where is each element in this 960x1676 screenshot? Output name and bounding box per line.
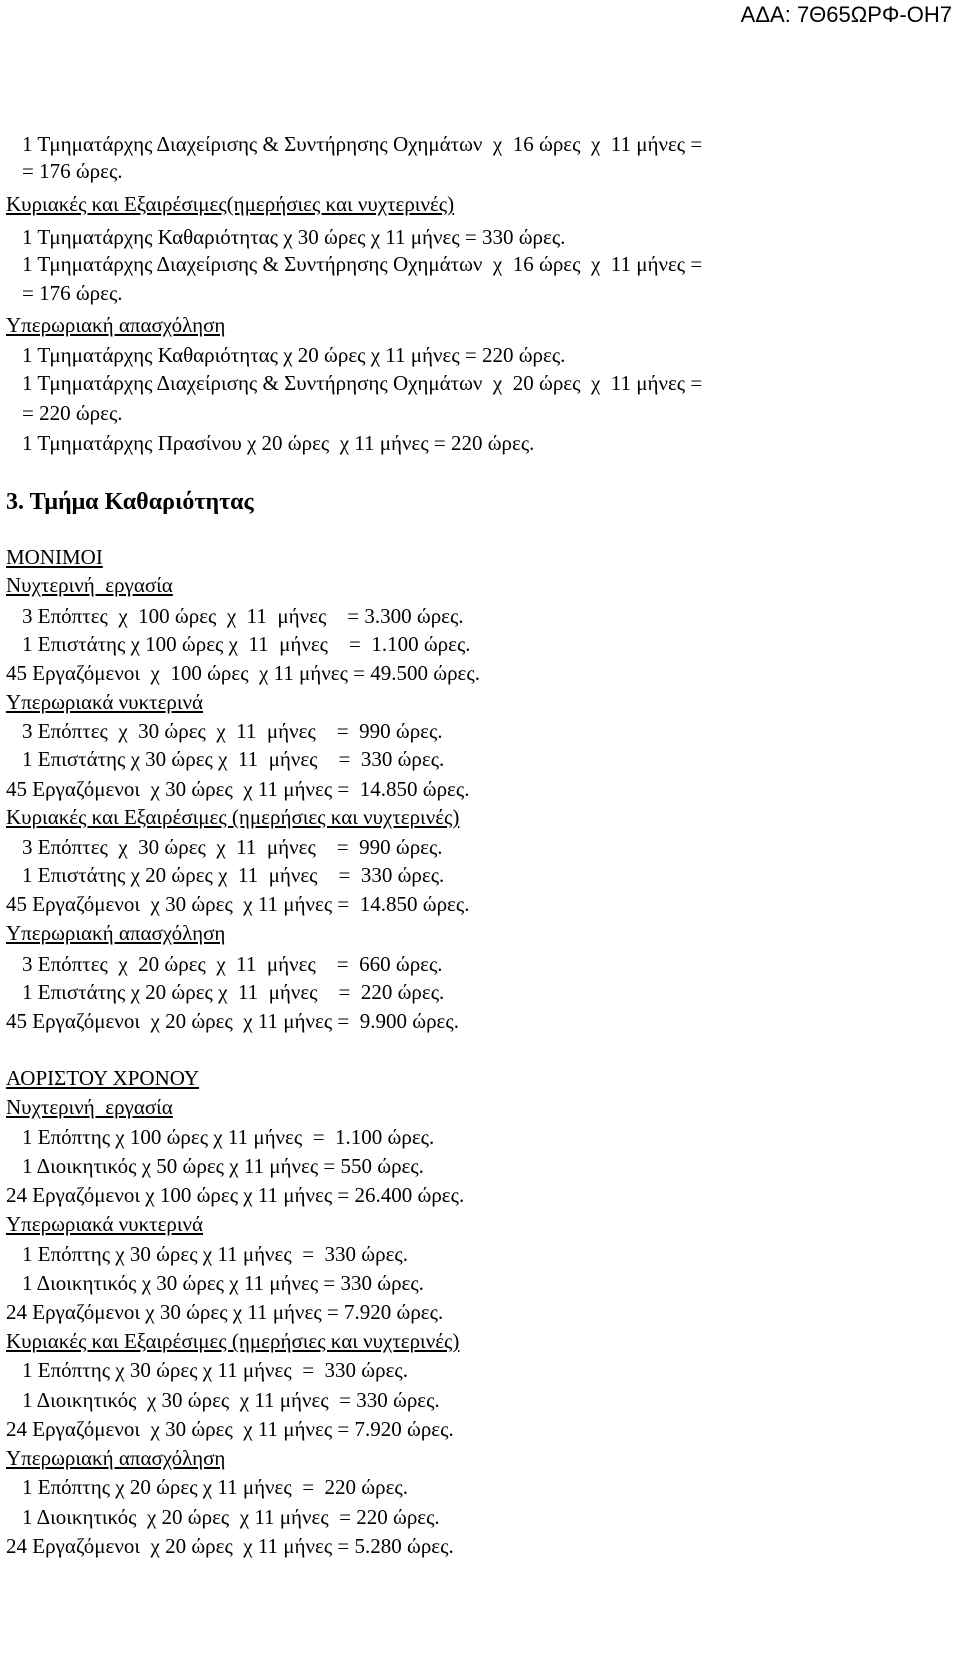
text-line: 24 Εργαζόμενοι χ 100 ώρες χ 11 μήνες = 26.400 ώρες.	[6, 1183, 465, 1207]
subheading: Κυριακές και Εξαιρέσιμες(ημερήσιες και νυχτερινές)	[6, 192, 455, 216]
text-line: 1 Τμηματάρχης Καθαριότητας χ 30 ώρες χ 11 μήνες = 330 ώρες.	[22, 225, 566, 249]
text-line: 1 Επιστάτης χ 30 ώρες χ 11 μήνες = 330 ώρες.	[22, 747, 445, 771]
text-line: 45 Εργαζόμενοι χ 30 ώρες χ 11 μήνες = 14.850 ώρες.	[6, 777, 470, 801]
text-line: 1 Διοικητικός χ 20 ώρες χ 11 μήνες = 220 ώρες.	[22, 1505, 440, 1529]
text-line: 1 Επόπτης χ 30 ώρες χ 11 μήνες = 330 ώρες.	[22, 1358, 408, 1382]
subheading: Κυριακές και Εξαιρέσιμες (ημερήσιες και νυχτερινές)	[6, 1329, 460, 1353]
text-line: 3 Επόπτες χ 20 ώρες χ 11 μήνες = 660 ώρες.	[22, 952, 443, 976]
text-line: 1 Τμηματάρχης Διαχείρισης & Συντήρησης Οχημάτων χ 20 ώρες χ 11 μήνες =	[22, 371, 703, 395]
text-line: 3 Επόπτες χ 100 ώρες χ 11 μήνες = 3.300 ώρες.	[22, 604, 464, 628]
ada-code: ΑΔΑ: 7Θ65ΩΡΦ-ΟΗ7	[740, 2, 952, 27]
subheading: Υπερωριακά νυκτερινά	[6, 1212, 204, 1236]
subheading: ΑΟΡΙΣΤΟΥ ΧΡΟΝΟΥ	[6, 1066, 200, 1090]
text-line: 45 Εργαζόμενοι χ 20 ώρες χ 11 μήνες = 9.900 ώρες.	[6, 1009, 459, 1033]
text-line: 1 Επόπτης χ 20 ώρες χ 11 μήνες = 220 ώρες.	[22, 1475, 408, 1499]
text-line: 1 Επιστάτης χ 20 ώρες χ 11 μήνες = 220 ώρες.	[22, 980, 445, 1004]
subheading: Υπερωριακή απασχόληση	[6, 921, 226, 945]
text-line: 1 Τμηματάρχης Διαχείρισης & Συντήρησης Οχημάτων χ 16 ώρες χ 11 μήνες =	[22, 252, 703, 276]
text-line: 24 Εργαζόμενοι χ 30 ώρες χ 11 μήνες = 7.920 ώρες.	[6, 1300, 444, 1324]
text-line: 24 Εργαζόμενοι χ 20 ώρες χ 11 μήνες = 5.280 ώρες.	[6, 1534, 454, 1558]
subheading: Υπερωριακά νυκτερινά	[6, 690, 204, 714]
text-line: 45 Εργαζόμενοι χ 100 ώρες χ 11 μήνες = 49.500 ώρες.	[6, 661, 480, 685]
subheading: Νυχτερινή εργασία	[6, 573, 173, 597]
text-line: 1 Διοικητικός χ 30 ώρες χ 11 μήνες = 330 ώρες.	[22, 1271, 424, 1295]
text-line: 24 Εργαζόμενοι χ 30 ώρες χ 11 μήνες = 7.920 ώρες.	[6, 1417, 454, 1441]
text-line: = 176 ώρες.	[22, 159, 123, 183]
section-title: 3. Τμήμα Καθαριότητας	[6, 489, 254, 515]
text-line: = 220 ώρες.	[22, 401, 123, 425]
text-line: 3 Επόπτες χ 30 ώρες χ 11 μήνες = 990 ώρες.	[22, 719, 443, 743]
subheading: Υπερωριακή απασχόληση	[6, 1446, 226, 1470]
text-line: 1 Επόπτης χ 100 ώρες χ 11 μήνες = 1.100 ώρες.	[22, 1125, 435, 1149]
text-line: 3 Επόπτες χ 30 ώρες χ 11 μήνες = 990 ώρες.	[22, 835, 443, 859]
subheading: ΜΟΝΙΜΟΙ	[6, 545, 103, 569]
subheading: Νυχτερινή εργασία	[6, 1095, 173, 1119]
text-line: 1 Διοικητικός χ 30 ώρες χ 11 μήνες = 330 ώρες.	[22, 1388, 440, 1412]
subheading: Υπερωριακή απασχόληση	[6, 313, 226, 337]
text-line: 45 Εργαζόμενοι χ 30 ώρες χ 11 μήνες = 14.850 ώρες.	[6, 892, 470, 916]
text-line: 1 Τμηματάρχης Καθαριότητας χ 20 ώρες χ 11 μήνες = 220 ώρες.	[22, 343, 566, 367]
text-line: 1 Επιστάτης χ 20 ώρες χ 11 μήνες = 330 ώρες.	[22, 863, 445, 887]
text-line: 1 Επιστάτης χ 100 ώρες χ 11 μήνες = 1.100 ώρες.	[22, 632, 471, 656]
text-line: 1 Επόπτης χ 30 ώρες χ 11 μήνες = 330 ώρες.	[22, 1242, 408, 1266]
text-line: 1 Διοικητικός χ 50 ώρες χ 11 μήνες = 550 ώρες.	[22, 1154, 424, 1178]
text-line: 1 Τμηματάρχης Πρασίνου χ 20 ώρες χ 11 μήνες = 220 ώρες.	[22, 431, 535, 455]
text-line: = 176 ώρες.	[22, 281, 123, 305]
text-line: 1 Τμηματάρχης Διαχείρισης & Συντήρησης Οχημάτων χ 16 ώρες χ 11 μήνες =	[22, 132, 703, 156]
subheading: Κυριακές και Εξαιρέσιμες (ημερήσιες και νυχτερινές)	[6, 805, 460, 829]
